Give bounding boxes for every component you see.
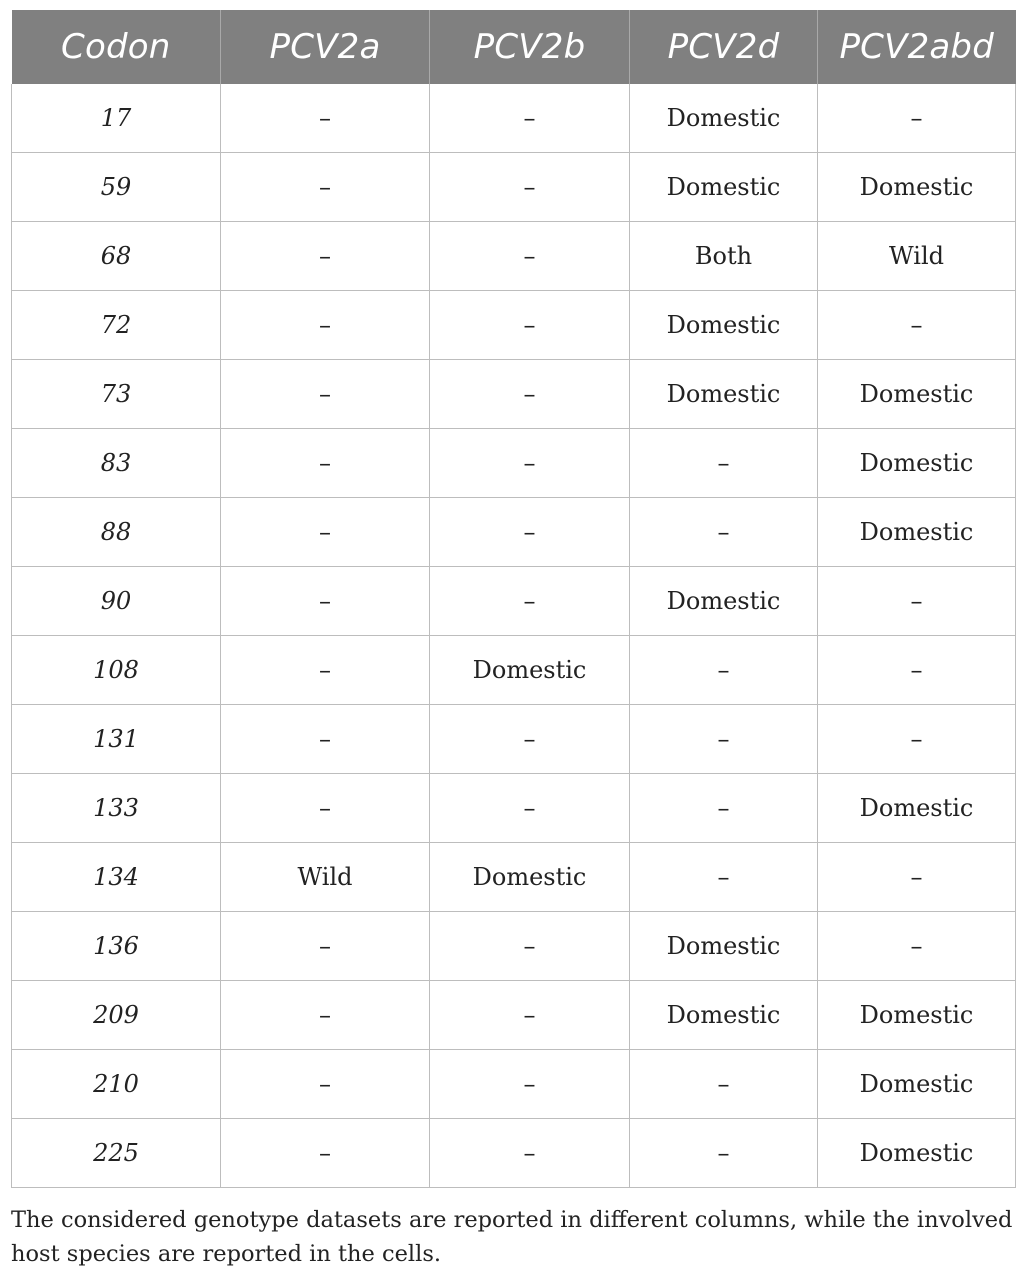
codon-cell: 210 — [12, 1050, 221, 1119]
table-footnote: The considered genotype datasets are reported in different columns, while the involved host species are reported in the cells. — [11, 1207, 1013, 1267]
pcv2b-cell: – — [430, 774, 630, 843]
pcv2a-cell: – — [221, 705, 430, 774]
pcv2b-cell: – — [430, 429, 630, 498]
pcv2a-cell: – — [221, 222, 430, 291]
pcv2a-cell: – — [221, 636, 430, 705]
pcv2d-cell: Domestic — [630, 360, 818, 429]
pcv2abd-cell: – — [818, 291, 1016, 360]
pcv2d-cell: Domestic — [630, 912, 818, 981]
table-row — [12, 429, 1016, 498]
pcv2abd-cell: Wild — [818, 222, 1016, 291]
header-codon: Codon — [12, 10, 221, 84]
pcv2d-cell: Domestic — [630, 153, 818, 222]
pcv2a-cell: – — [221, 981, 430, 1050]
pcv2abd-cell: Domestic — [818, 429, 1016, 498]
pcv2d-cell: Domestic — [630, 981, 818, 1050]
table-row — [12, 498, 1016, 567]
header-row — [12, 10, 1016, 84]
table-row — [12, 981, 1016, 1050]
pcv2b-cell: Domestic — [430, 843, 630, 912]
codon-cell: 72 — [12, 291, 221, 360]
table-row — [12, 360, 1016, 429]
header-pcv2b: PCV2b — [430, 10, 630, 84]
pcv2a-cell: – — [221, 153, 430, 222]
pcv2abd-cell: Domestic — [818, 498, 1016, 567]
pcv2abd-cell: Domestic — [818, 153, 1016, 222]
pcv2d-cell: – — [630, 1119, 818, 1188]
pcv2d-cell: – — [630, 1050, 818, 1119]
pcv2a-cell: – — [221, 84, 430, 153]
pcv2b-cell: – — [430, 153, 630, 222]
pcv2d-cell: – — [630, 636, 818, 705]
pcv2a-cell: – — [221, 498, 430, 567]
codon-cell: 68 — [12, 222, 221, 291]
pcv2abd-cell: – — [818, 843, 1016, 912]
pcv2b-cell: – — [430, 1050, 630, 1119]
pcv2d-cell: Domestic — [630, 84, 818, 153]
pcv2b-cell: – — [430, 498, 630, 567]
pcv2abd-cell: Domestic — [818, 1050, 1016, 1119]
table-row — [12, 705, 1016, 774]
pcv2d-cell: – — [630, 774, 818, 843]
pcv2b-cell: – — [430, 360, 630, 429]
codon-cell: 88 — [12, 498, 221, 567]
header-pcv2abd: PCV2abd — [818, 10, 1016, 84]
pcv2d-cell: – — [630, 429, 818, 498]
pcv2a-cell: – — [221, 912, 430, 981]
codon-cell: 17 — [12, 84, 221, 153]
codon-cell: 108 — [12, 636, 221, 705]
pcv2a-cell: – — [221, 360, 430, 429]
codon-genotype-table — [11, 10, 1016, 1188]
table-row — [12, 1119, 1016, 1188]
pcv2b-cell: – — [430, 291, 630, 360]
table-row — [12, 774, 1016, 843]
pcv2d-cell: – — [630, 843, 818, 912]
pcv2abd-cell: Domestic — [818, 774, 1016, 843]
pcv2d-cell: Domestic — [630, 291, 818, 360]
pcv2a-cell: – — [221, 291, 430, 360]
pcv2b-cell: Domestic — [430, 636, 630, 705]
pcv2a-cell: Wild — [221, 843, 430, 912]
table-row — [12, 153, 1016, 222]
pcv2b-cell: – — [430, 1119, 630, 1188]
codon-cell: 225 — [12, 1119, 221, 1188]
codon-cell: 59 — [12, 153, 221, 222]
pcv2a-cell: – — [221, 1050, 430, 1119]
codon-cell: 136 — [12, 912, 221, 981]
table-row — [12, 636, 1016, 705]
table-body — [12, 84, 1016, 1188]
codon-cell: 131 — [12, 705, 221, 774]
pcv2a-cell: – — [221, 567, 430, 636]
table-row — [12, 84, 1016, 153]
pcv2abd-cell: – — [818, 636, 1016, 705]
pcv2d-cell: – — [630, 498, 818, 567]
pcv2abd-cell: – — [818, 567, 1016, 636]
pcv2b-cell: – — [430, 222, 630, 291]
pcv2d-cell: Both — [630, 222, 818, 291]
pcv2a-cell: – — [221, 429, 430, 498]
pcv2d-cell: – — [630, 705, 818, 774]
codon-cell: 90 — [12, 567, 221, 636]
pcv2b-cell: – — [430, 981, 630, 1050]
table-row — [12, 291, 1016, 360]
pcv2abd-cell: Domestic — [818, 360, 1016, 429]
pcv2b-cell: – — [430, 567, 630, 636]
table-row — [12, 1050, 1016, 1119]
table-row — [12, 843, 1016, 912]
table-row — [12, 222, 1016, 291]
pcv2b-cell: – — [430, 912, 630, 981]
pcv2a-cell: – — [221, 774, 430, 843]
codon-cell: 133 — [12, 774, 221, 843]
table-row — [12, 567, 1016, 636]
table-container — [11, 10, 1015, 1188]
codon-cell: 83 — [12, 429, 221, 498]
header-pcv2a: PCV2a — [221, 10, 430, 84]
pcv2b-cell: – — [430, 705, 630, 774]
codon-cell: 73 — [12, 360, 221, 429]
pcv2abd-cell: – — [818, 84, 1016, 153]
table-header — [12, 10, 1016, 84]
pcv2b-cell: – — [430, 84, 630, 153]
pcv2abd-cell: – — [818, 912, 1016, 981]
table-row — [12, 912, 1016, 981]
pcv2abd-cell: Domestic — [818, 981, 1016, 1050]
pcv2d-cell: Domestic — [630, 567, 818, 636]
header-pcv2d: PCV2d — [630, 10, 818, 84]
pcv2a-cell: – — [221, 1119, 430, 1188]
codon-cell: 209 — [12, 981, 221, 1050]
codon-cell: 134 — [12, 843, 221, 912]
pcv2abd-cell: Domestic — [818, 1119, 1016, 1188]
pcv2abd-cell: – — [818, 705, 1016, 774]
